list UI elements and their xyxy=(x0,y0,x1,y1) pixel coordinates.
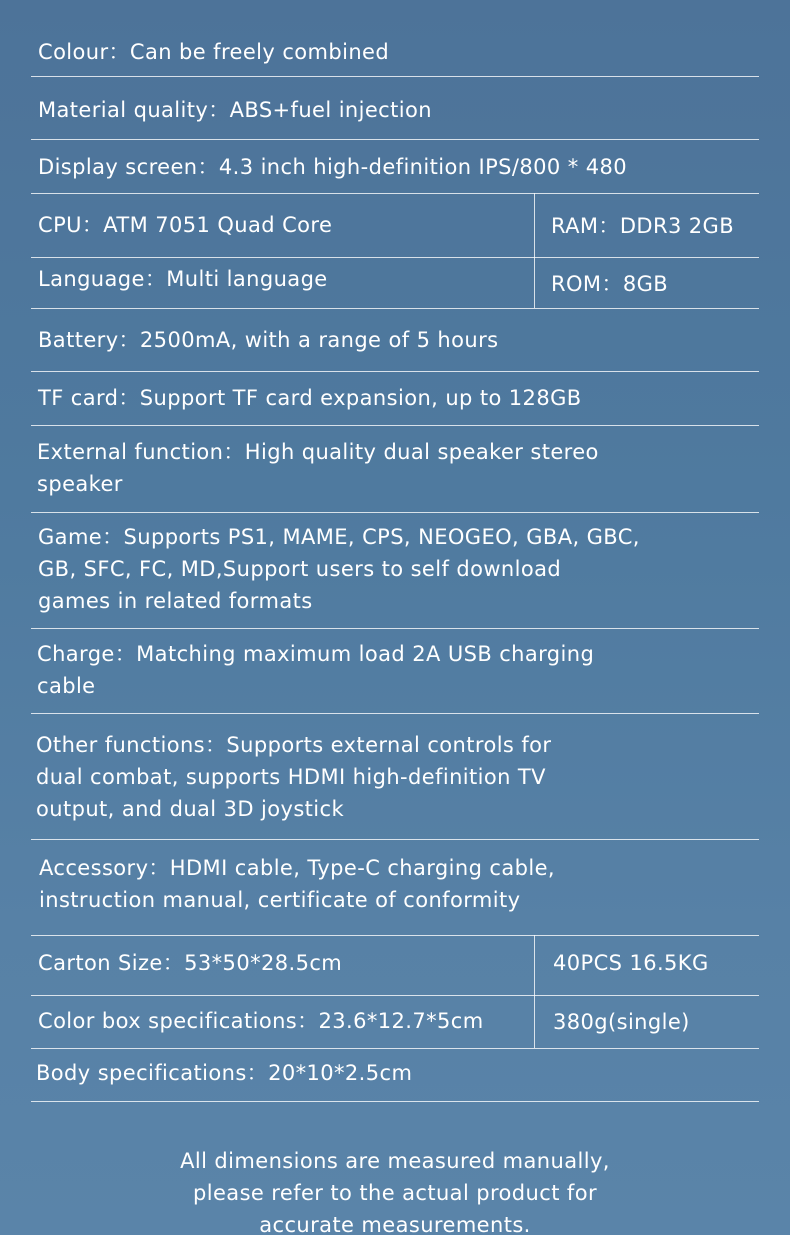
spec-game-line2: GB, SFC, FC, MD,Support users to self download xyxy=(38,557,562,581)
row-divider xyxy=(31,257,759,258)
measurement-note-line2: please refer to the actual product for xyxy=(193,1181,597,1205)
spec-other-line1: Other functions：Supports external controls for xyxy=(36,733,552,757)
row-divider xyxy=(31,371,759,372)
row-divider xyxy=(31,628,759,629)
spec-colour: Colour：Can be freely combined xyxy=(38,40,390,64)
column-divider xyxy=(534,193,535,308)
measurement-note-line1: All dimensions are measured manually, xyxy=(180,1149,610,1173)
spec-tf-card: TF card：Support TF card expansion, up to 128GB xyxy=(38,386,582,410)
spec-carton-size: Carton Size：53*50*28.5cm xyxy=(38,951,343,975)
row-divider xyxy=(31,512,759,513)
spec-ram: RAM：DDR3 2GB xyxy=(551,214,735,238)
row-divider xyxy=(31,935,759,936)
spec-battery: Battery：2500mA, with a range of 5 hours xyxy=(38,328,499,352)
row-divider xyxy=(31,995,759,996)
row-divider xyxy=(31,308,759,309)
spec-language: Language：Multi language xyxy=(38,267,328,291)
row-divider xyxy=(31,713,759,714)
spec-accessory-line1: Accessory：HDMI cable, Type-C charging cable, xyxy=(39,856,555,880)
spec-charge-line2: cable xyxy=(37,674,96,698)
row-divider xyxy=(31,839,759,840)
spec-external-line1: External function：High quality dual speaker stereo xyxy=(37,440,599,464)
spec-game-line3: games in related formats xyxy=(38,589,313,613)
row-divider xyxy=(31,76,759,77)
column-divider xyxy=(534,935,535,1048)
row-divider xyxy=(31,1048,759,1049)
row-divider xyxy=(31,1101,759,1102)
spec-color-box: Color box specifications：23.6*12.7*5cm xyxy=(38,1009,484,1033)
spec-rom: ROM：8GB xyxy=(551,272,669,296)
spec-external-line2: speaker xyxy=(37,472,123,496)
spec-display: Display screen：4.3 inch high-definition IPS/800 * 480 xyxy=(38,155,627,179)
spec-game-line1: Game：Supports PS1, MAME, CPS, NEOGEO, GBA, GBC, xyxy=(38,525,640,549)
row-divider xyxy=(31,193,759,194)
measurement-note-line3: accurate measurements. xyxy=(259,1213,531,1235)
spec-carton-qty: 40PCS 16.5KG xyxy=(553,951,709,975)
spec-material: Material quality：ABS+fuel injection xyxy=(38,98,432,122)
spec-color-box-weight: 380g(single) xyxy=(553,1010,690,1034)
spec-other-line2: dual combat, supports HDMI high-definition TV xyxy=(36,765,546,789)
row-divider xyxy=(31,425,759,426)
spec-cpu: CPU：ATM 7051 Quad Core xyxy=(38,213,333,237)
spec-other-line3: output, and dual 3D joystick xyxy=(36,797,345,821)
spec-charge-line1: Charge：Matching maximum load 2A USB charging xyxy=(37,642,595,666)
spec-body: Body specifications：20*10*2.5cm xyxy=(36,1061,413,1085)
spec-accessory-line2: instruction manual, certificate of conformity xyxy=(39,888,521,912)
row-divider xyxy=(31,139,759,140)
